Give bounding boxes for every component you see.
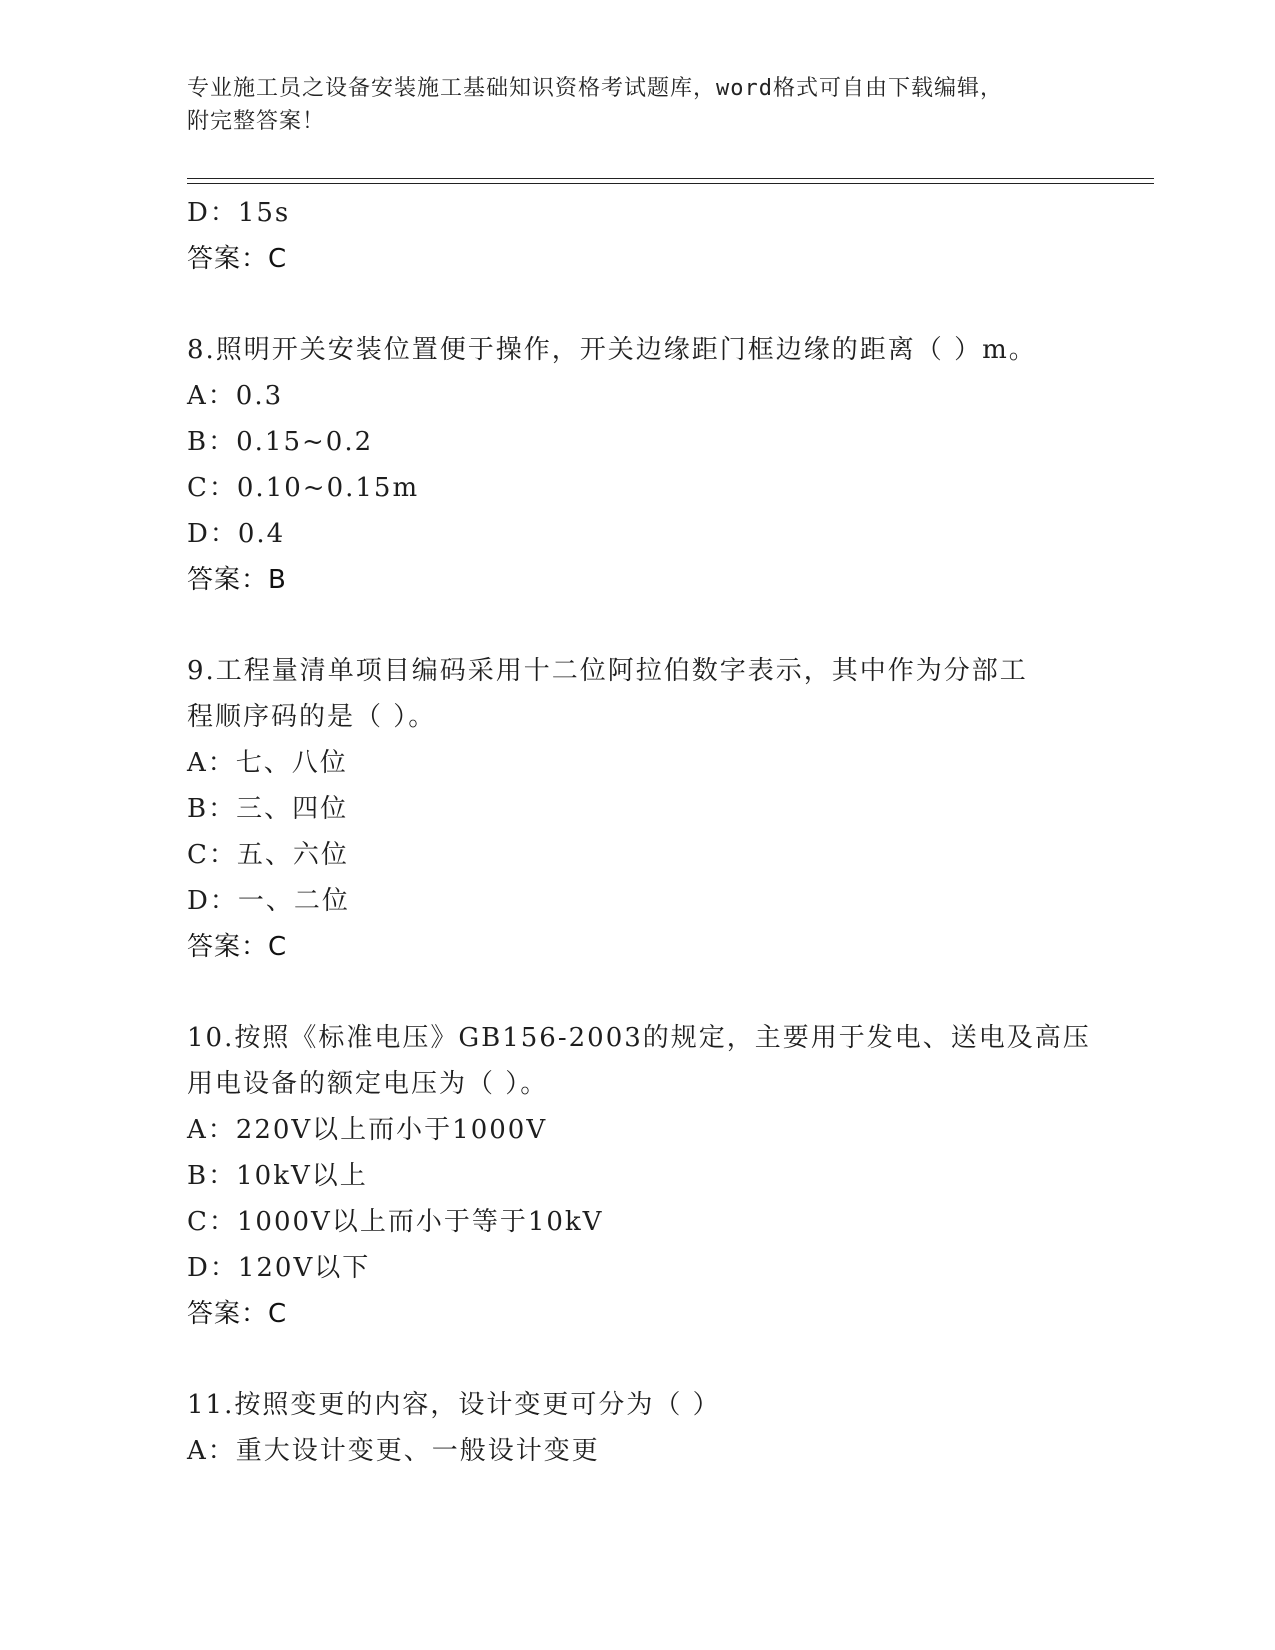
option-b: B：0.15~0.2 [187, 427, 374, 457]
option-a: A：重大设计变更、一般设计变更 [187, 1436, 600, 1466]
header-divider-bottom [187, 183, 1154, 184]
option-c: C：1000V以上而小于等于10kV [187, 1207, 604, 1237]
question-stem-line-2: 程顺序码的是（ ）。 [187, 702, 437, 732]
header-title-line-1: 专业施工员之设备安装施工基础知识资格考试题库，word格式可自由下载编辑， [187, 76, 1003, 101]
question-stem-line-1: 9.工程量清单项目编码采用十二位阿拉伯数字表示，其中作为分部工 [187, 656, 1028, 686]
option-b: B：10kV以上 [187, 1161, 368, 1191]
document-header [187, 72, 1067, 138]
question-11 [187, 1382, 1087, 1474]
answer-line: 答案：C [187, 244, 288, 274]
question-spacer [187, 1337, 1087, 1382]
option-c: C：五、六位 [187, 840, 349, 870]
header-title-line-2: 附完整答案！ [187, 109, 326, 134]
question-stem-line-2: 用电设备的额定电压为（ ）。 [187, 1069, 549, 1099]
question-9 [187, 648, 1087, 970]
question-list [187, 190, 1091, 1474]
option-b: B：三、四位 [187, 794, 349, 824]
question-spacer [187, 970, 1087, 1015]
option-d: D：15s [187, 198, 291, 228]
question-8 [187, 327, 1087, 603]
option-a: A：220V以上而小于1000V [187, 1115, 548, 1145]
question-7 [187, 190, 1087, 282]
option-d: D：一、二位 [187, 886, 350, 916]
option-a: A：0.3 [187, 381, 284, 411]
option-a: A：七、八位 [187, 748, 348, 778]
question-10 [187, 1015, 1091, 1337]
question-stem: 11.按照变更的内容，设计变更可分为（ ） [187, 1390, 721, 1420]
option-c: C：0.10~0.15m [187, 473, 420, 503]
answer-line: 答案：B [187, 565, 287, 595]
question-stem-line-1: 10.按照《标准电压》GB156-2003的规定，主要用于发电、送电及高压 [187, 1023, 1091, 1053]
option-d: D：120V以下 [187, 1253, 371, 1283]
answer-line: 答案：C [187, 1299, 288, 1329]
option-d: D：0.4 [187, 519, 286, 549]
question-stem: 8.照明开关安装位置便于操作，开关边缘距门框边缘的距离（ ）m。 [187, 335, 1037, 365]
answer-line: 答案：C [187, 932, 288, 962]
question-spacer [187, 603, 1087, 648]
header-divider-top [187, 178, 1154, 179]
question-spacer [187, 282, 1087, 327]
